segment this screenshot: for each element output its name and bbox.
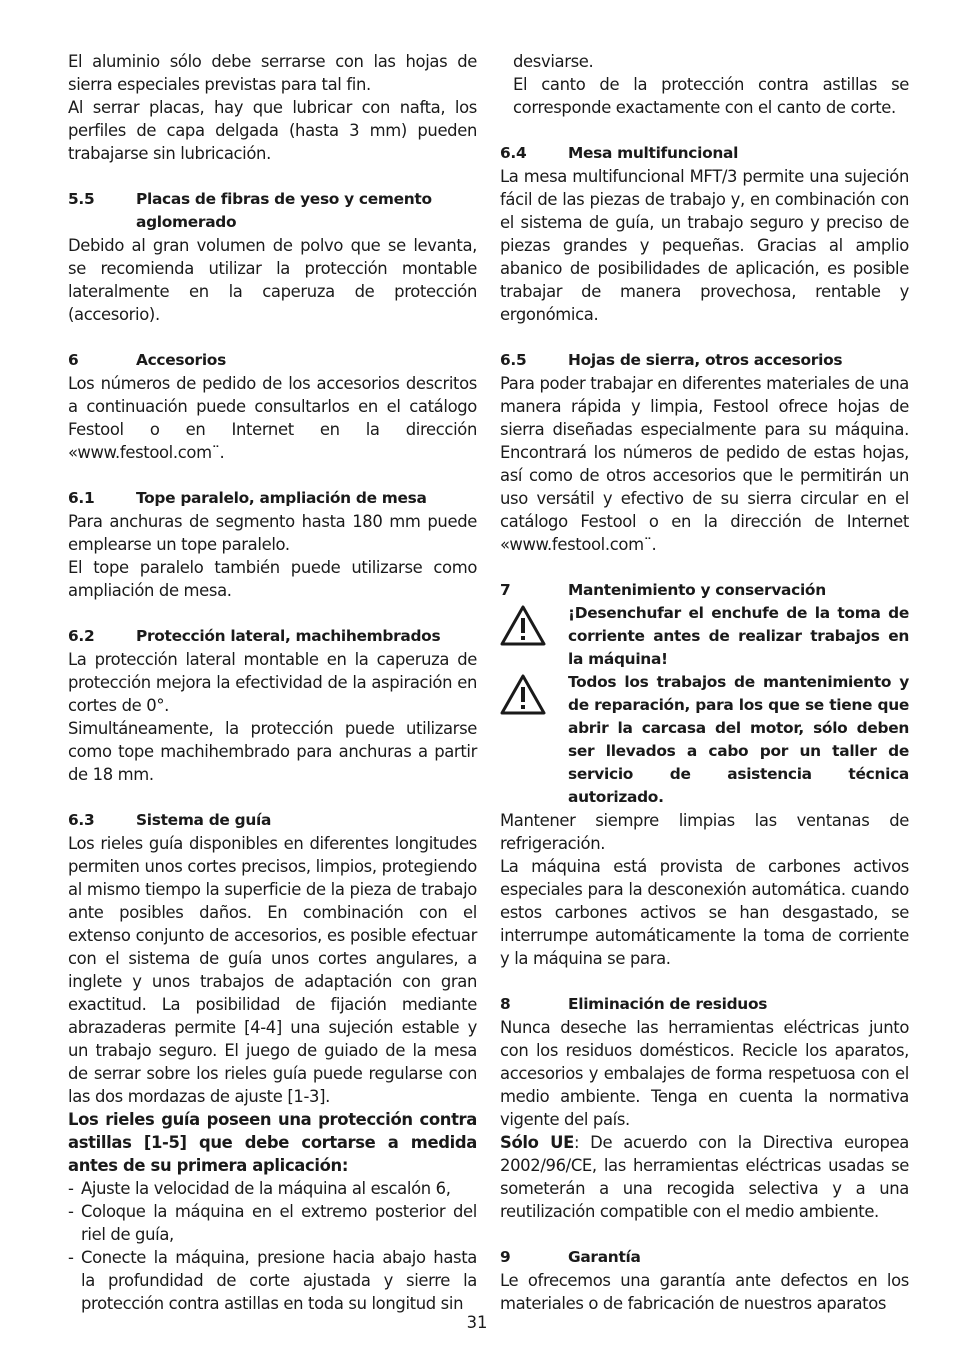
paragraph	[500, 1131, 909, 1223]
paragraph: La máquina está provista de carbones activos especiales para la desconexión automática. cuando estos carbones activos se han desgastado, se interrumpe automáticamente la toma de corriente y la máquina se para.	[500, 857, 909, 968]
list-item: - Ajuste la velocidad de la máquina al escalón 6,	[68, 1177, 477, 1200]
paragraph: La protección lateral montable en la caperuza de protección mejora la efectividad de la aspiración en cortes de 0°.	[68, 650, 477, 715]
section-heading-6-2	[68, 625, 477, 648]
left-column	[68, 50, 477, 1315]
section-number: 6.3	[68, 811, 95, 829]
eu-text: : De acuerdo con la Directiva europea 2002/96/CE, las herramientas eléctricas usadas se someterán a una recogida selectiva y a una reutilización compatible con el medio ambiente.	[500, 1133, 909, 1221]
section-title: Mesa multifuncional	[568, 144, 739, 162]
warning-block	[500, 602, 909, 671]
list-item: - Conecte la máquina, presione hacia abajo hasta la profundidad de corte ajustada y sierre la protección contra astillas en toda su longitud sin	[68, 1248, 477, 1313]
paragraph: Los rieles guía disponibles en diferentes longitudes permiten unos cortes precisos, limpios, protegiendo al mismo tiempo la superficie de la pieza de trabajo ante posibles daños. En combinación con el extenso conjunto de accesorios, es posible efectuar con el sistema de guía unos cortes angulares, a inglete y unos trabajos de adaptación con gran exactitud. La posibilidad de fijación mediante abrazaderas permite [4-4] una sujeción estable y un trabajo seguro. El juego de guiado de la mesa de serrar sobre los rieles guía puede regularse con las dos mordazas de ajuste [1-3].	[68, 834, 477, 1106]
paragraph: El aluminio sólo debe serrarse con las hojas de sierra especiales previstas para tal fin.	[68, 52, 477, 94]
list-item: - Coloque la máquina en el extremo posterior del riel de guía,	[68, 1202, 477, 1244]
list-continuation	[500, 50, 909, 119]
section-heading-5-5	[68, 188, 477, 234]
section-title: Garantía	[568, 1248, 641, 1266]
paragraph: Simultáneamente, la protección puede utilizarse como tope machihembrado para anchuras a partir de 18 mm.	[68, 719, 477, 784]
section-number: 6.4	[500, 144, 527, 162]
paragraph: Mantener siempre limpias las ventanas de refrigeración.	[500, 811, 909, 853]
warning-block	[500, 671, 909, 809]
paragraph: Nunca deseche las herramientas eléctricas junto con los residuos domésticos. Recicle los aparatos, accesorios y embalajes de forma respetuosa con el medio ambiente. Tenga en cuenta la normativa vigente del país.	[500, 1018, 909, 1129]
section-heading-9	[500, 1246, 909, 1269]
section-number: 9	[500, 1248, 511, 1266]
section-title: Accesorios	[136, 351, 226, 369]
warning-text: Todos los trabajos de mantenimiento y de reparación, para los que se tiene que abrir la carcasa del motor, sólo deben ser llevados a cabo por un taller de servicio de asistencia técnica autorizado.	[568, 673, 909, 806]
section-number: 6.5	[500, 351, 527, 369]
warning-triangle-icon	[500, 602, 568, 671]
list-item-text: Conecte la máquina, presione hacia abajo hasta la profundidad de corte ajustada y sierre la protección contra astillas en toda su longitud sin	[81, 1248, 477, 1313]
paragraph: Le ofrecemos una garantía ante defectos en los materiales o de fabricación de nuestros aparatos	[500, 1271, 909, 1313]
section-heading-6-3	[68, 809, 477, 832]
section-title: Protección lateral, machihembrados	[136, 627, 441, 645]
section-title: Placas de fibras de yeso y cemento aglomerado	[136, 190, 432, 231]
section-number: 5.5	[68, 190, 95, 208]
section-heading-6	[68, 349, 477, 372]
section-heading-6-4	[500, 142, 909, 165]
section-number: 7	[500, 581, 511, 599]
warning-triangle-icon	[500, 671, 568, 809]
paragraph: Debido al gran volumen de polvo que se levanta, se recomienda utilizar la protección montable lateralmente en la caperuza de protección (accesorio).	[68, 236, 477, 324]
section-heading-6-1	[68, 487, 477, 510]
section-heading-8	[500, 993, 909, 1016]
section-title: Hojas de sierra, otros accesorios	[568, 351, 843, 369]
paragraph: El canto de la protección contra astillas se corresponde exactamente con el canto de corte.	[513, 75, 909, 117]
paragraph: Los números de pedido de los accesorios descritos a continuación puede consultarlos en el catálogo Festool o en Internet en la dirección «www.festool.com¨.	[68, 374, 477, 462]
section-title: Tope paralelo, ampliación de mesa	[136, 489, 427, 507]
section-title: Mantenimiento y conservación	[568, 581, 826, 599]
paragraph: Al serrar placas, hay que lubricar con nafta, los perfiles de capa delgada (hasta 3 mm) pueden trabajarse sin lubricación.	[68, 98, 477, 163]
paragraph: El tope paralelo también puede utilizarse como ampliación de mesa.	[68, 558, 477, 600]
paragraph: Para poder trabajar en diferentes materiales de una manera rápida y limpia, Festool ofrece hojas de sierra diseñadas especialmente para su máquina. Encontrará los números de pedido de estas hojas, así como de otros accesorios que le permitirán un uso versátil y efectivo de su sierra circular en el catálogo Festool o en la dirección de Internet «www.festool.com¨.	[500, 374, 909, 554]
warning-text: ¡Desenchufar el enchufe de la toma de corriente antes de realizar trabajos en la máquina!	[568, 604, 909, 668]
section-number: 6.2	[68, 627, 95, 645]
right-column	[500, 50, 909, 1315]
eu-label: Sólo UE	[500, 1133, 574, 1152]
section-number: 6	[68, 351, 79, 369]
paragraph: La mesa multifuncional MFT/3 permite una sujeción fácil de las piezas de trabajo y, en combinación con el sistema de guía, un trabajo seguro y preciso de piezas grandes y pequeñas. Gracias al amplio abanico de posibilidades de aplicación, es posible trabajar de manera provechosa, rentable y ergonómica.	[500, 167, 909, 324]
bold-paragraph: Los rieles guía poseen una protección contra astillas [1-5] que debe cortarse a medida antes de su primera aplicación:	[68, 1110, 477, 1175]
section-title: Eliminación de residuos	[568, 995, 768, 1013]
paragraph: desviarse.	[513, 52, 594, 71]
list-item-text: Ajuste la velocidad de la máquina al escalón 6,	[81, 1179, 451, 1198]
list-item-text: Coloque la máquina en el extremo posterior del riel de guía,	[81, 1202, 477, 1244]
section-heading-6-5	[500, 349, 909, 372]
section-heading-7	[500, 579, 909, 602]
page-number: 31	[466, 1313, 488, 1332]
section-title: Sistema de guía	[136, 811, 272, 829]
section-number: 8	[500, 995, 511, 1013]
paragraph: Para anchuras de segmento hasta 180 mm puede emplearse un tope paralelo.	[68, 512, 477, 554]
section-number: 6.1	[68, 489, 95, 507]
